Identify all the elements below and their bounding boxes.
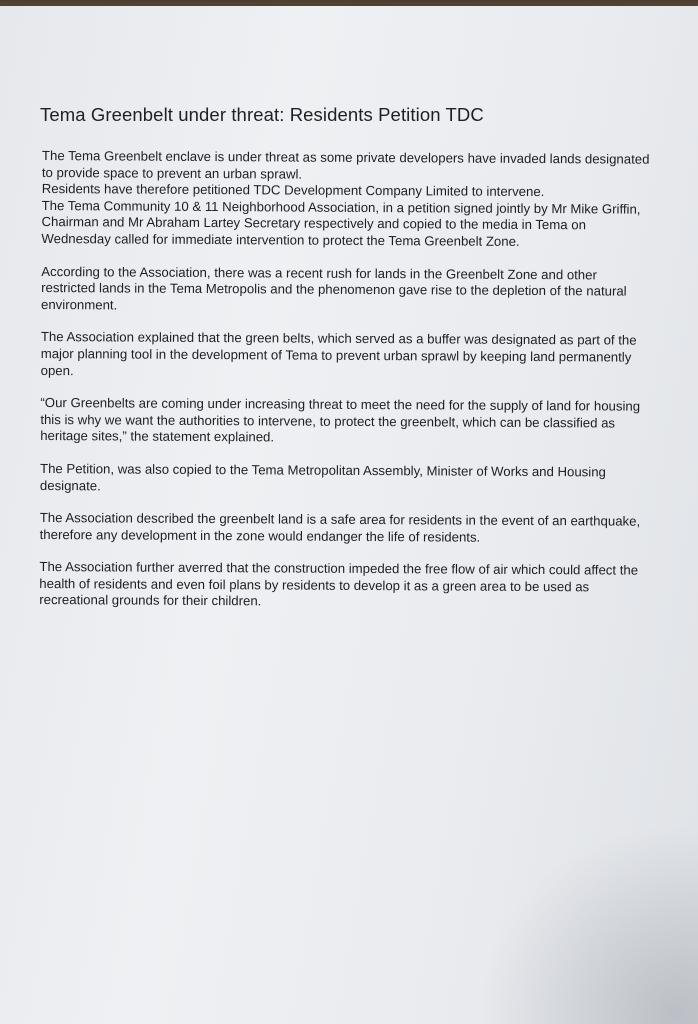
paper-shadow	[478, 824, 698, 1024]
document-body	[39, 148, 652, 629]
paragraph-green-belts: The Association explained that the green belts, which served as a buffer was designated as part of the major planning tool in the development of Tema to prevent urban sprawl by keeping land permanently open.	[40, 329, 637, 378]
paragraph-quote: “Our Greenbelts are coming under increasing threat to meet the need for the supply of land for housing this is why we want the authorities to intervene, to protect the greenbelt, which can be classified as heritage sites,” the statement explained.	[40, 395, 641, 445]
document-title: Tema Greenbelt under threat: Residents Petition TDC	[40, 104, 484, 125]
paragraph-rush-for-lands: According to the Association, there was a recent rush for lands in the Greenbelt Zone and other restricted lands in the Tema Metropolis and the phenomenon gave rise to the depletion of the natural environment.	[40, 263, 627, 313]
paragraph-petition: Residents have therefore petitioned TDC Development Company Limited to intervene.	[41, 181, 545, 200]
paper-sheet	[0, 6, 698, 1024]
paragraph-association: The Tema Community 10 & 11 Neighborhood Association, in a petition signed jointly by Mr Mike Griffin, Chairman and Mr Abraham Lartey Secretary respectively and copied to the media in Tema on Wednesday called for immediate intervention to protect the Tema Greenbelt Zone.	[41, 197, 641, 249]
paragraph-safe-area: The Association described the greenbelt land is a safe area for residents in the event of an earthquake, therefore any development in the zone would endanger the life of residents.	[39, 510, 641, 545]
paragraph-copied: The Petition, was also copied to the Tema Metropolitan Assembly, Minister of Works and Housing designate.	[39, 460, 606, 493]
paragraph-intro: The Tema Greenbelt enclave is under threat as some private developers have invaded lands designated to provide space to prevent an urban sprawl.	[41, 148, 650, 182]
paragraph-air-flow: The Association further averred that the construction impeded the free flow of air which could affect the health of residents and even foil plans by residents to develop it as a green area to be used as recreational grounds for their children.	[39, 559, 639, 609]
